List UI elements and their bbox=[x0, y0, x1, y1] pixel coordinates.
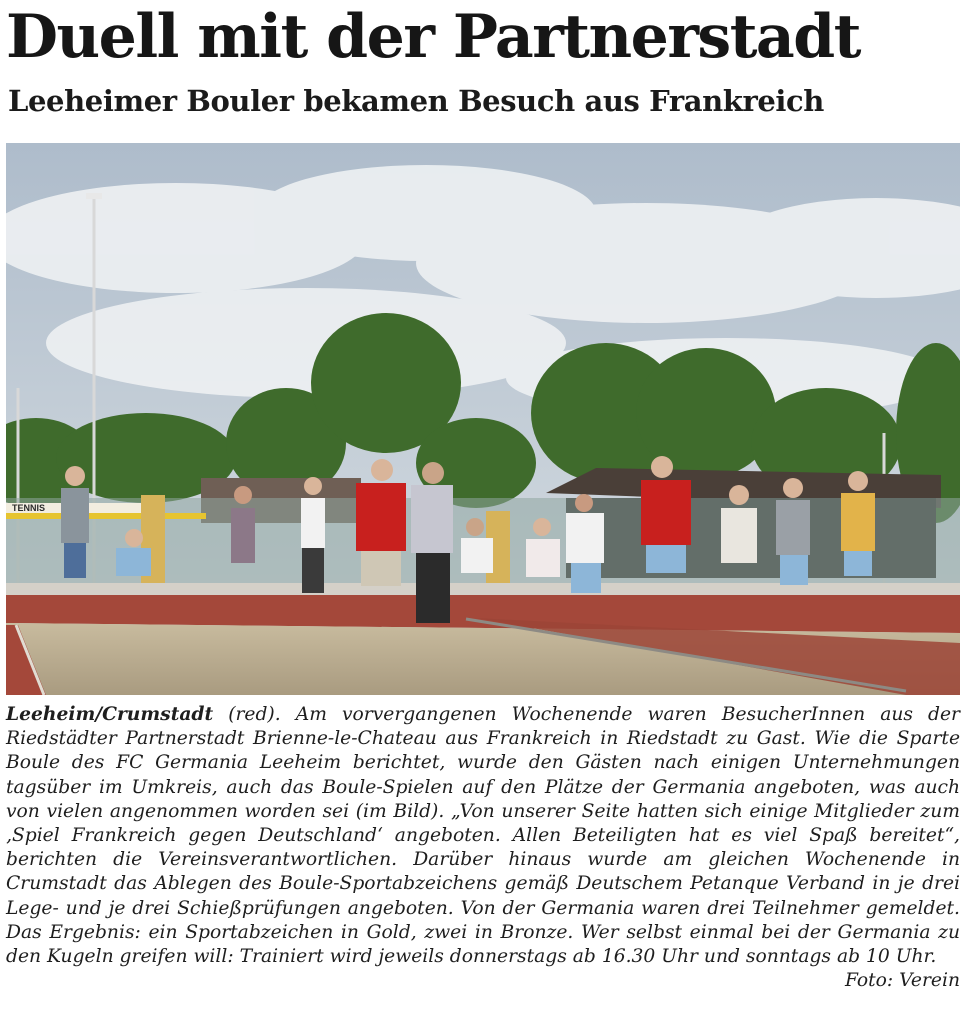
dateline: Leeheim/Crumstadt bbox=[6, 703, 214, 725]
article-photo bbox=[6, 143, 960, 695]
article-body bbox=[6, 702, 960, 993]
photo-credit: Foto: Verein bbox=[844, 970, 960, 992]
headline: Duell mit der Partnerstadt bbox=[6, 2, 860, 72]
subheadline: Leeheimer Bouler bekamen Besuch aus Frankreich bbox=[8, 84, 824, 118]
source-tag: (red). bbox=[228, 704, 281, 725]
body-text: Am vorvergangenen Wochenende waren BesucherInnen aus der Riedstädter Partnerstadt Brienne-le-Chateau aus Frankreich in Riedstadt zu Gast. Wie die Sparte Boule des FC Germania Leeheim berichtet, wurde den Gästen nach einigen Unternehmungen tagsüber im Umkreis, auch das Boule-Spielen auf den Plätze der Germania angeboten, was auch von vielen angenommen worden sei (im Bild). „Von unserer Seite hatten sich einige Mitglieder zum ‚Spiel Frankreich gegen Deutschland‘ angeboten. Allen Beteiligten hat es viel Spaß bereitet“, berichten die Vereinsverantwortlichen. Darüber hinaus wurde am gleichen Wochenende in Crumstadt das Ablegen des Boule-Sportabzeichens gemäß Deutschem Petanque Verband in je drei Lege- und je drei Schießprüfungen angeboten. Von der Germania waren drei Teilnehmer gemeldet. Das Ergebnis: ein Sportabzeichen in Gold, zwei in Bronze. Wer selbst einmal bei der Germania zu den Kugeln greifen will: Trainiert wird jeweils donnerstags ab 16.30 Uhr und sonntags ab 10 Uhr. bbox=[6, 704, 960, 968]
svg-text:TENNIS: TENNIS bbox=[12, 503, 46, 513]
